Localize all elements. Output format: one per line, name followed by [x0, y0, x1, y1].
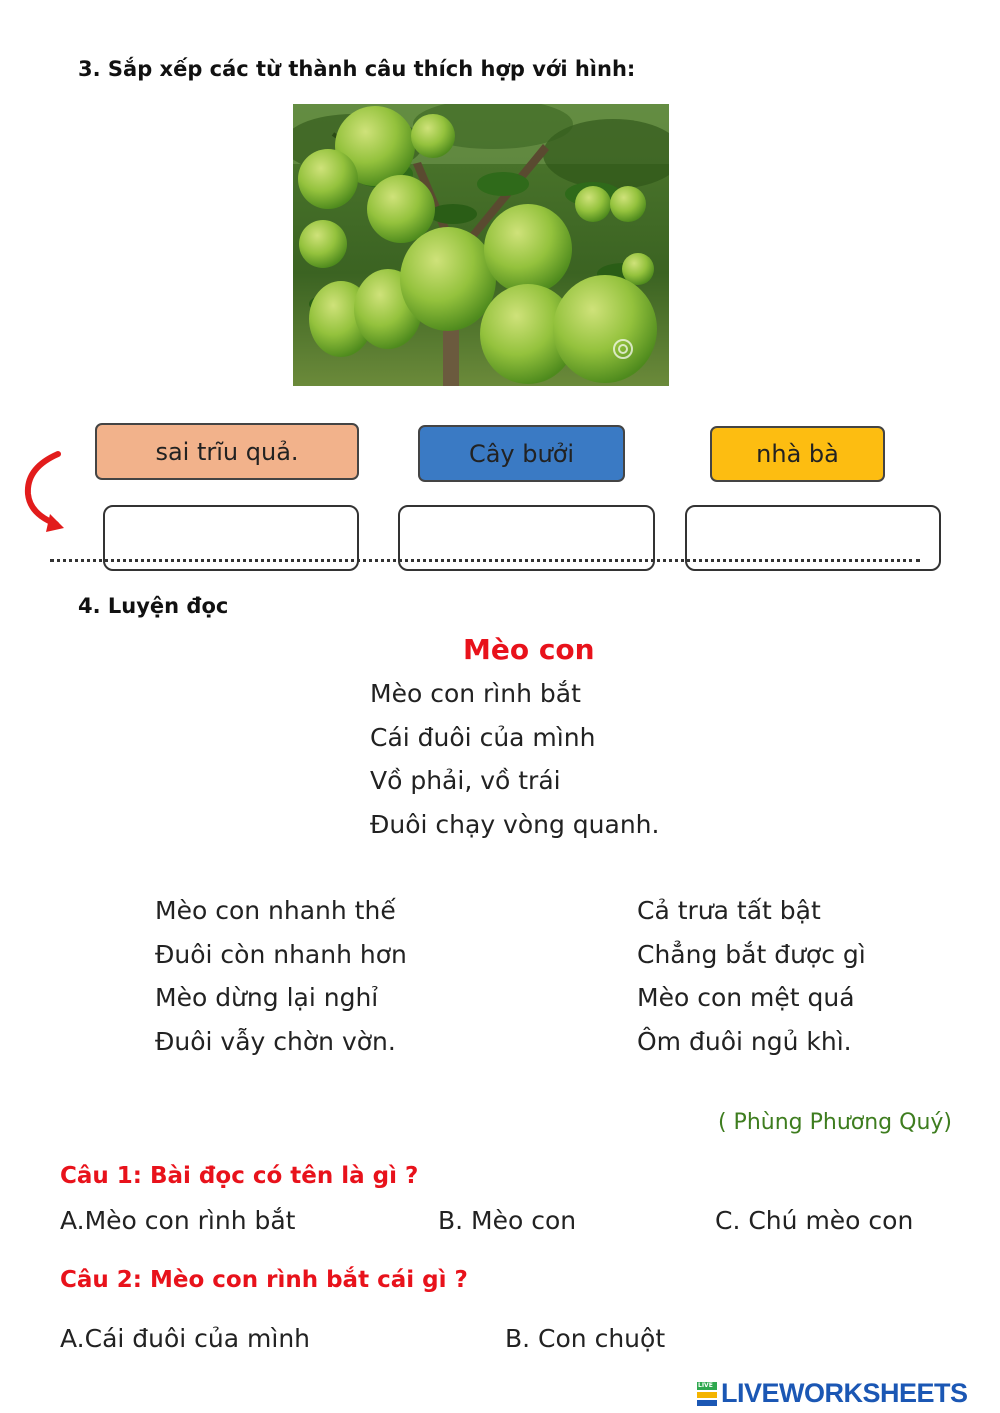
- word-card-cay-buoi[interactable]: Cây bưởi: [418, 425, 625, 482]
- question-1-option-a[interactable]: A.Mèo con rình bắt: [60, 1206, 296, 1235]
- logo-badge-icon: LIVE: [697, 1382, 717, 1406]
- poem-author: ( Phùng Phương Quý): [717, 1110, 952, 1135]
- question-1-title: Câu 1: Bài đọc có tên là gì ?: [60, 1163, 419, 1189]
- poem-line: Đuôi chạy vòng quanh.: [370, 809, 660, 839]
- logo-text: LIVEWORKSHEETS: [721, 1378, 968, 1408]
- poem-line: Mèo con nhanh thế: [155, 896, 396, 925]
- liveworksheets-logo[interactable]: [697, 1378, 968, 1409]
- poem-line: Mèo con mệt quá: [637, 983, 855, 1012]
- curved-arrow-icon: [20, 448, 70, 538]
- poem-line: Chẳng bắt được gì: [637, 939, 866, 969]
- word-card-sai-triu-qua[interactable]: sai trĩu quả.: [95, 423, 359, 480]
- pomelo-illustration: [293, 104, 669, 386]
- answer-box-1[interactable]: [103, 505, 359, 571]
- poem-line: Ôm đuôi ngủ khì.: [637, 1026, 852, 1056]
- question-1-option-b[interactable]: B. Mèo con: [438, 1206, 577, 1235]
- answer-box-3[interactable]: [685, 505, 941, 571]
- poem-line: Cái đuôi của mình: [370, 722, 596, 752]
- section-4-heading: 4. Luyện đọc: [78, 594, 229, 618]
- poem-line: Đuôi vẫy chờn vờn.: [155, 1026, 396, 1056]
- poem-line: Mèo dừng lại nghỉ: [155, 983, 379, 1012]
- word-card-nha-ba[interactable]: nhà bà: [710, 426, 885, 482]
- question-2-title: Câu 2: Mèo con rình bắt cái gì ?: [60, 1267, 468, 1293]
- question-1-option-c[interactable]: C. Chú mèo con: [715, 1206, 914, 1235]
- poem-stanza-1: [370, 672, 659, 846]
- answer-box-2[interactable]: [398, 505, 655, 571]
- poem-line: Vồ phải, vồ trái: [370, 766, 561, 795]
- poem-line: Cả trưa tất bật: [637, 896, 821, 925]
- poem-title: Mèo con: [463, 633, 595, 666]
- poem-stanza-3: [637, 889, 866, 1063]
- question-2-option-a[interactable]: A.Cái đuôi của mình: [60, 1324, 311, 1353]
- section-3-heading: 3. Sắp xếp các từ thành câu thích hợp với hình:: [78, 57, 636, 81]
- poem-line: Mèo con rình bắt: [370, 679, 581, 708]
- pomelo-tree-photo: [293, 104, 669, 386]
- question-2-option-b[interactable]: B. Con chuột: [505, 1324, 666, 1353]
- poem-stanza-2: [155, 889, 407, 1063]
- poem-line: Đuôi còn nhanh hơn: [155, 939, 407, 969]
